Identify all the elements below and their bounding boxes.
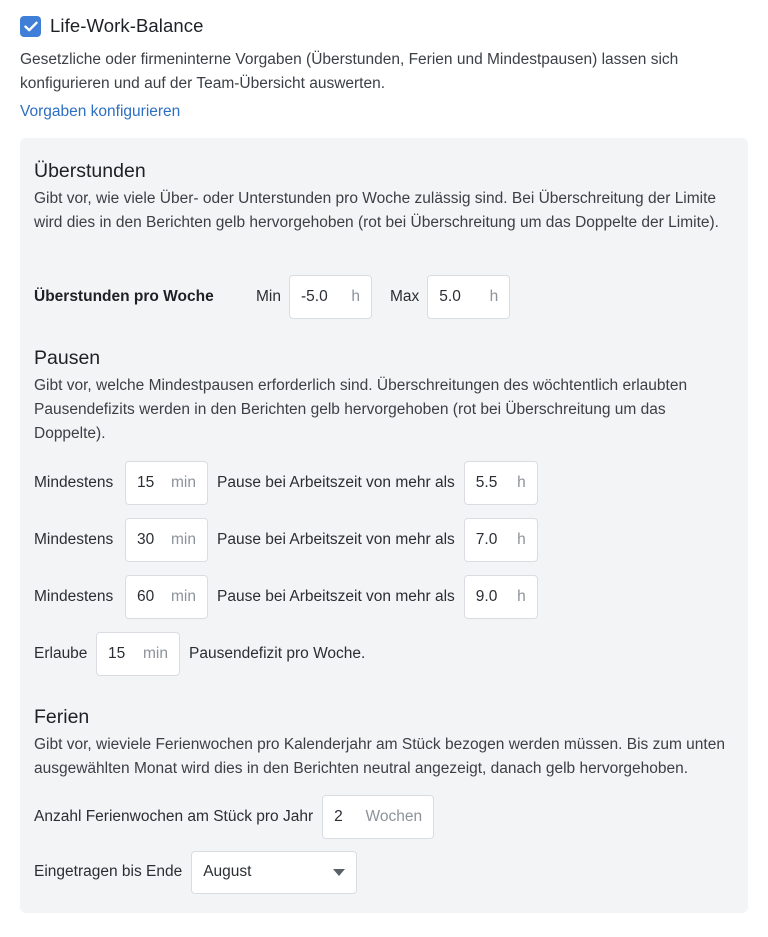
vacation-weeks-unit: Wochen <box>365 808 423 825</box>
break-deficit-input[interactable] <box>96 632 180 676</box>
break-minutes-unit: min <box>171 588 196 605</box>
overtime-row-label: Überstunden pro Woche <box>34 288 214 305</box>
break-hours-unit: h <box>517 588 526 605</box>
vacation-weeks-value: 2 <box>334 808 343 825</box>
title-row <box>20 14 748 38</box>
vacation-weeks-row <box>34 795 434 839</box>
vacation-until-row <box>34 850 357 894</box>
break-minutes-unit: min <box>171 531 196 548</box>
vacation-title: Ferien <box>34 706 90 728</box>
break-hours-input[interactable] <box>464 575 538 619</box>
break-rule-middle: Pause bei Arbeitszeit von mehr als <box>217 474 455 491</box>
break-rule-prefix: Mindestens <box>34 531 114 548</box>
break-rule-prefix: Mindestens <box>34 588 114 605</box>
break-minutes-input[interactable] <box>125 518 208 562</box>
break-hours-value: 5.5 <box>475 474 498 491</box>
break-rule-row <box>34 461 538 505</box>
break-rule-row <box>34 575 538 619</box>
break-hours-value: 9.0 <box>475 588 498 605</box>
configure-link[interactable]: Vorgaben konfigurieren <box>20 103 181 120</box>
overtime-min-input[interactable] <box>289 275 372 319</box>
breaks-description: Gibt vor, welche Mindestpausen erforderlich sind. Überschreitungen des wöchtentlich erlaubten Pausendefizits werden in den Berichten gelb hervorgehoben (rot bei Überschreitung um das Doppelte). <box>34 377 688 442</box>
vacation-weeks-input[interactable] <box>322 795 434 839</box>
break-hours-input[interactable] <box>464 461 538 505</box>
break-deficit-suffix: Pausendefizit pro Woche. <box>189 645 366 662</box>
settings-panel <box>20 138 748 913</box>
break-minutes-input[interactable] <box>125 461 208 505</box>
break-hours-value: 7.0 <box>475 531 498 548</box>
life-work-balance-checkbox[interactable] <box>20 16 41 37</box>
vacation-weeks-label: Anzahl Ferienwochen am Stück pro Jahr <box>34 808 314 825</box>
break-minutes-input[interactable] <box>125 575 208 619</box>
overtime-max-input[interactable] <box>427 275 510 319</box>
overtime-min-label: Min <box>256 288 281 305</box>
life-work-balance-header <box>20 14 748 123</box>
checkmark-icon <box>24 21 38 32</box>
vacation-month-value: August <box>203 863 252 880</box>
break-deficit-value: 15 <box>108 645 126 662</box>
break-deficit-prefix: Erlaube <box>34 645 88 662</box>
overtime-max-value: 5.0 <box>439 288 461 305</box>
overtime-title: Überstunden <box>34 160 146 182</box>
overtime-row <box>34 275 510 319</box>
break-minutes-unit: min <box>171 474 196 491</box>
overtime-min-value: -5.0 <box>300 288 328 305</box>
break-deficit-row <box>34 632 365 676</box>
breaks-title: Pausen <box>34 347 101 369</box>
overtime-max-label: Max <box>389 288 420 305</box>
break-hours-unit: h <box>517 531 526 548</box>
break-rule-prefix: Mindestens <box>34 474 114 491</box>
overtime-max-unit: h <box>489 288 499 305</box>
overtime-description: Gibt vor, wie viele Über- oder Unterstunden pro Woche zulässig sind. Bei Überschreitung der Limite wird dies in den Berichten gelb hervorgehoben (rot bei Überschreitung um das Doppelte der Limite). <box>34 190 719 231</box>
break-minutes-value: 60 <box>137 588 155 605</box>
vacation-description: Gibt vor, wieviele Ferienwochen pro Kalenderjahr am Stück bezogen werden müssen. Bis zum unten ausgewählten Monat wird dies in den Berichten neutral angezeigt, danach gelb hervorgehoben. <box>34 736 725 777</box>
overtime-min-unit: h <box>351 288 360 305</box>
page-title: Life-Work-Balance <box>50 15 204 36</box>
header-description: Gesetzliche oder firmeninterne Vorgaben (Überstunden, Ferien und Mindestpausen) lassen sich konfigurieren und auf der Team-Übersicht auswerten. <box>20 51 679 92</box>
break-rule-row <box>34 518 538 562</box>
break-hours-input[interactable] <box>464 518 538 562</box>
break-minutes-value: 30 <box>137 531 155 548</box>
chevron-down-icon <box>333 869 345 876</box>
break-deficit-unit: min <box>143 645 168 662</box>
break-minutes-value: 15 <box>137 474 155 491</box>
break-rule-middle: Pause bei Arbeitszeit von mehr als <box>217 531 455 548</box>
vacation-month-select[interactable] <box>191 851 357 894</box>
vacation-until-label: Eingetragen bis Ende <box>34 863 183 880</box>
break-hours-unit: h <box>517 474 526 491</box>
break-rule-middle: Pause bei Arbeitszeit von mehr als <box>217 588 455 605</box>
